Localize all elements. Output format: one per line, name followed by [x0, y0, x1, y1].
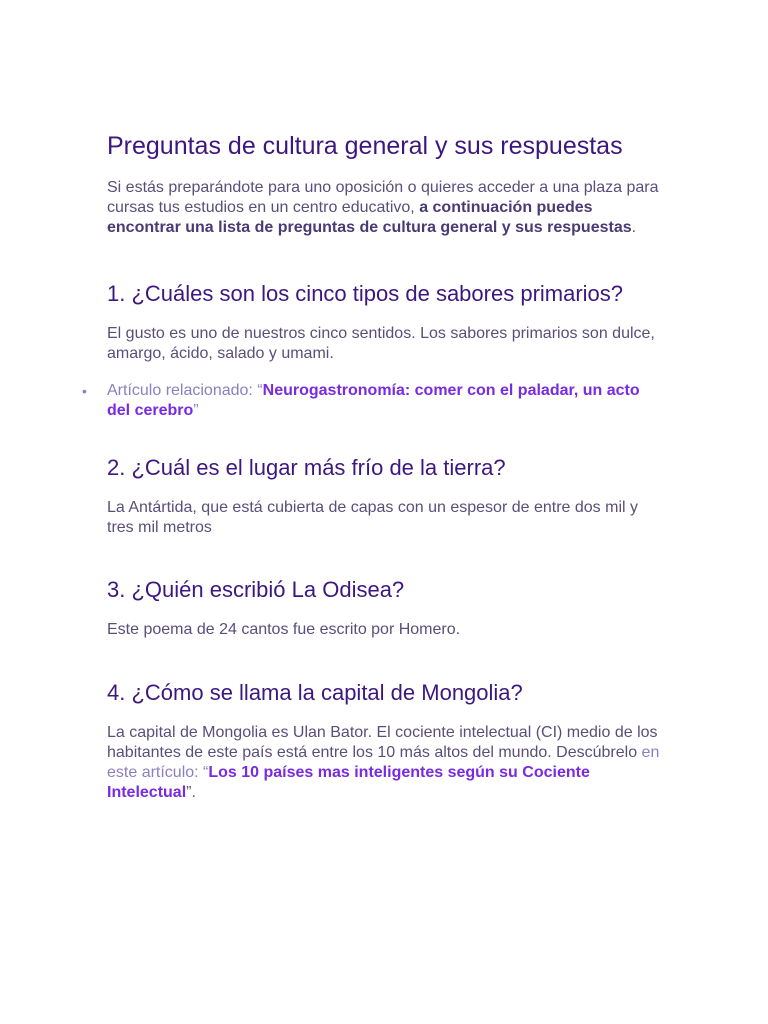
question-4-answer-muted: en este artículo: “ — [107, 744, 660, 781]
intro-end: . — [631, 219, 637, 236]
page-title: Preguntas de cultura general y sus respuestas — [107, 132, 623, 160]
intro-paragraph — [107, 178, 667, 238]
intro-bold-text: a continuación puedes encontrar una lista de preguntas de cultura general y sus respuestas — [107, 199, 632, 236]
question-4-title: 4. ¿Cómo se llama la capital de Mongolia? — [107, 680, 523, 705]
question-1-answer: El gusto es uno de nuestros cinco sentidos. Los sabores primarios son dulce, amargo, ácido, salado y umami. — [107, 325, 655, 362]
related-article-suffix: ” — [193, 402, 199, 419]
related-article-item — [107, 381, 667, 421]
related-article-list — [107, 381, 667, 421]
question-3-title: 3. ¿Quién escribió La Odisea? — [107, 577, 405, 602]
question-2-title: 2. ¿Cuál es el lugar más frío de la tierra? — [107, 455, 506, 480]
question-4-article-link[interactable]: Los 10 países mas inteligentes según su Cociente Intelectual — [107, 764, 590, 801]
question-4-answer — [107, 723, 667, 803]
question-1-title: 1. ¿Cuáles son los cinco tipos de sabores primarios? — [107, 281, 624, 306]
question-4-answer-text: La capital de Mongolia es Ulan Bator. El cociente intelectual (CI) medio de los habitantes de este país está entre los 10 más altos del mundo. Descúbrelo — [107, 724, 658, 761]
question-3-answer: Este poema de 24 cantos fue escrito por Homero. — [107, 621, 461, 638]
related-article-link[interactable]: Neurogastronomía: comer con el paladar, un acto del cerebro — [107, 382, 640, 419]
article — [107, 130, 667, 803]
intro-text: Si estás preparándote para uno oposición o quieres acceder a una plaza para cursas tus estudios en un centro educativo, — [107, 179, 659, 216]
question-2-answer: La Antártida, que está cubierta de capas con un espesor de entre dos mil y tres mil metros — [107, 499, 638, 536]
question-4-answer-end: ”. — [186, 784, 196, 801]
related-article-prefix: Artículo relacionado: “ — [107, 382, 263, 399]
